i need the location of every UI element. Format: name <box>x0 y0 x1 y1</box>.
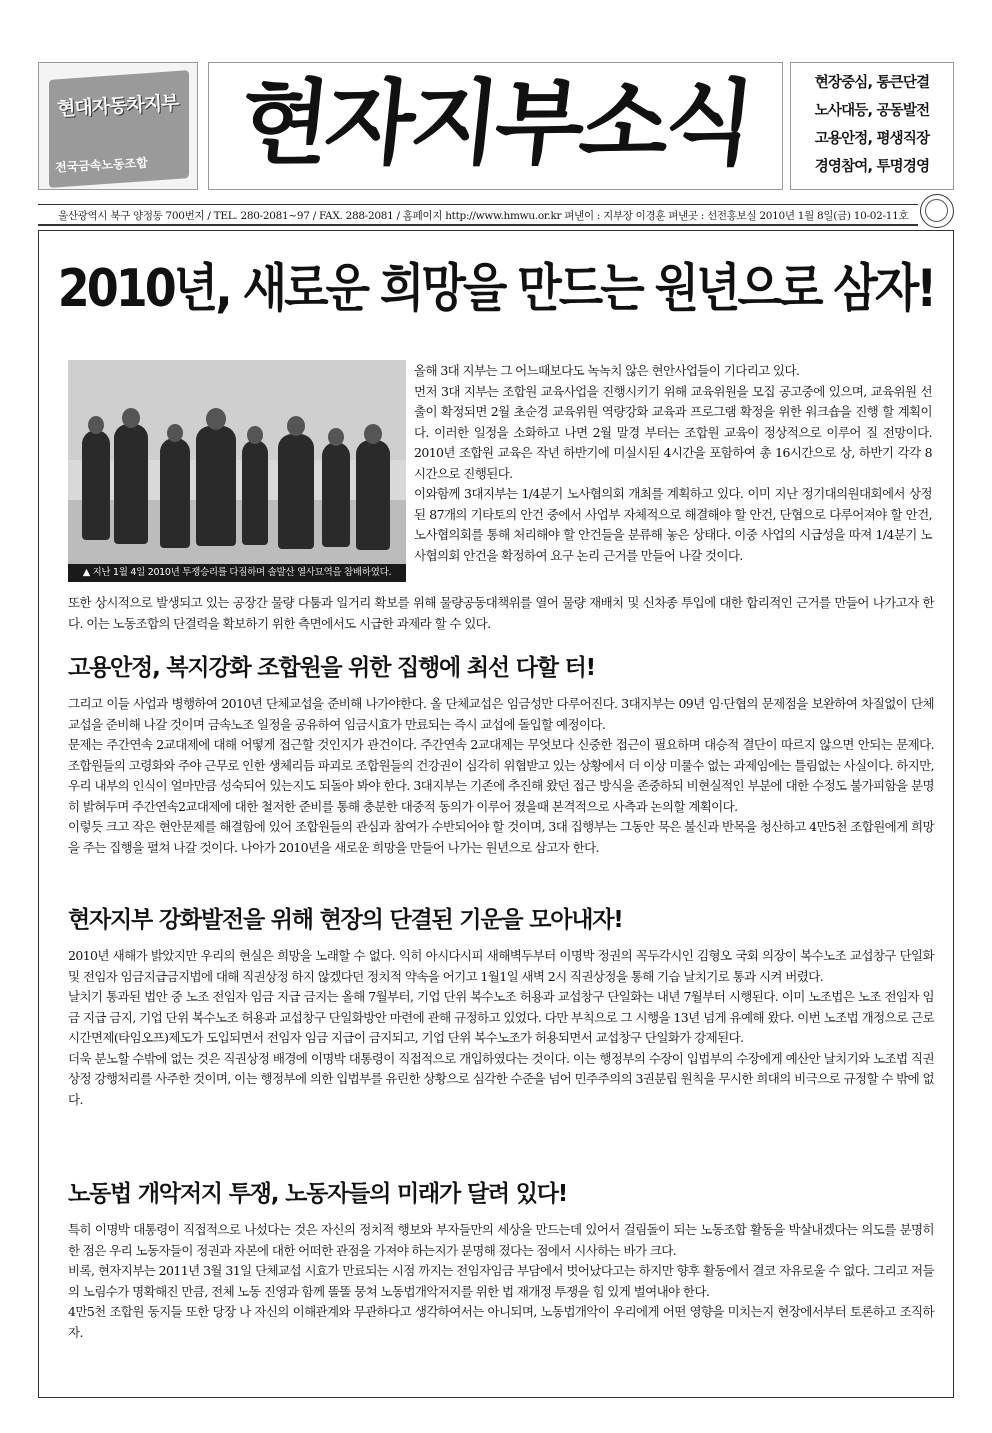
logo-text: 현대자동차지부 <box>56 92 180 121</box>
section-1-paragraph-2: 문제는 주간연속 2교대제에 대해 어떻게 접근할 것인지가 관건이다. 주간연속 2교대제는 무엇보다 신중한 접근이 필요하며 대승적 결단이 따르지 않으면 안되는 문제다. 조합원들의 고령화와 주야 근무로 인한 생체리듬 파괴로 조합원들의 건강권이 심각히 위협받고 있는 상황에서 더 이상 미룰수 없는 과제임에는 틀림없는 사실이다. 하지만, 우리 내부의 인식이 얼마만큼 성숙되어 있는지도 되돌아 봐야 한다. 3대지부는 기존에 추진해 왔던 접근 방식을 존중하되 비현실적인 부분에 대한 수정도 불가피함을 분명히 밝혀두며 주간연속2교대제에 대한 철저한 준비를 통해 충분한 대중적 동의가 이루어 졌을때 본격적으로 사측과 논의할 계획이다. <box>68 737 934 814</box>
intro-tail <box>68 593 934 634</box>
intro-paragraph-1: 올해 3대 지부는 그 어느때보다도 녹녹치 않은 현안사업들이 기다리고 있다. <box>414 363 800 378</box>
section-heading-3: 노동법 개악저지 투쟁, 노동자들의 미래가 달려 있다! <box>68 1181 568 1207</box>
section-body-3 <box>68 1220 934 1343</box>
slogan-box <box>790 62 954 190</box>
intro-paragraph-3: 이와함께 3대지부는 1/4분기 노사협의회 개최를 계획하고 있다. 이미 지난 정기대의원대회에서 상정된 87개의 기타토의 안건 중에서 사업부 자체적으로 해결해야 할 안건, 단협으로 다루어져야 할 안건, 노사협의회를 통해 처리해야 할 안건들을 분류해 놓은 상태다. 이중 사업의 시급성을 따져 1/4분기 노사협의회 안건을 확정하여 요구 논리 근거를 만들어 나갈 것이다. <box>414 486 932 563</box>
slogan-4: 경영참여, 투명경영 <box>814 159 930 175</box>
section-1-paragraph-1: 그리고 이들 사업과 병행하여 2010년 단체교섭을 준비해 나가야한다. 올 단체교섭은 임금성만 다루어진다. 3대지부는 09년 임·단협의 문제점을 보완하여 차질없이 단체교섭을 준비해 나갈 것이며 금속노조 일정을 공유하여 임금시효가 만료되는 즉시 교섭에 돌입할 예정이다. <box>68 696 934 732</box>
masthead-area <box>38 62 954 192</box>
section-3-paragraph-1: 특히 이명박 대통령이 직접적으로 나섰다는 것은 자신의 정치적 행보와 부자들만의 세상을 만드는데 있어서 걸림돌이 되는 노동조합 활동을 박살내겠다는 의도를 분명히 한 점은 우리 노동자들이 정권과 자본에 대한 어떠한 관점을 가져야 하는지가 분명해 졌다는 점에서 시사하는 바가 크다. <box>68 1222 934 1258</box>
masthead-box <box>208 62 783 190</box>
intro-paragraph-2: 먼저 3대 지부는 조합원 교육사업을 진행시키기 위해 교육위원을 모집 공고중에 있으며, 교육위원 선출이 확정되면 2월 초순경 교육위원 역량강화 교육과 프로그램 확정을 위한 워크숍을 진행 할 계획이다. 이러한 일정을 소화하고 나면 2월 말경 부터는 조합원 교육이 정상적으로 이루어 질 전망이다. 2010년 조합원 교육은 작년 하반기에 미실시된 4시간을 포함하여 총 16시간으로 상, 하반기 각각 8시간으로 진행된다. <box>414 383 932 481</box>
intro-tail-paragraph: 또한 상시적으로 발생되고 있는 공장간 물량 다툼과 일거리 확보를 위해 물량공동대책위를 열어 물량 재배치 및 신차종 투입에 대한 합리적인 근거를 만들어 나가고자 한다. 이는 노동조합의 단결력을 확보하기 위한 측면에서도 시급한 과제라 할 수 있다. <box>68 595 934 631</box>
seal-icon <box>920 194 954 228</box>
section-2-paragraph-2: 날치기 통과된 법안 중 노조 전임자 임금 지급 금지는 올해 7월부터, 기업 단위 복수노조 허용과 교섭창구 단일화는 내년 7월부터 시행된다. 이미 노조법은 노조 전임자 임금 지급 금지, 기업 단위 복수노조 허용과 교섭창구 단일화방안 마련에 관해 규정하고 있었다. 다만 부칙으로 그 시행을 13년 넘게 유예해 왔다. 이번 노조법 개정으로 근로시간면제(타임오프)제도가 도입되면서 전임자 임금 지급이 금지되고, 기업 단위 복수노조가 허용되면서 교섭창구 단일화가 강제된다. <box>68 989 934 1045</box>
section-3-paragraph-2: 비록, 현자지부는 2011년 3월 31일 단체교섭 시효가 만료되는 시점 까지는 전임자임금 부담에서 벗어났다고는 하지만 향후 활동에서 결코 자유로울 수 없다. 그리고 저들의 노림수가 명확해진 만큼, 전체 노동 진영과 함께 똘똘 뭉쳐 노동법개악저지를 위한 법 재개정 투쟁을 힘 있게 벌여내야 한다. <box>68 1263 934 1299</box>
publication-info: 울산광역시 북구 양정동 700번지 / TEL. 280-2081~97 / FAX. 288-2081 / 홈페이지 http://www.hmwu.or.kr 펴낸이 : 지부장 이경훈 펴낸곳 : 선전홍보실 2010년 1월 8일(금) 10-02-11호 <box>38 204 918 226</box>
news-photo <box>68 360 406 582</box>
section-heading-2: 현자지부 강화발전을 위해 현장의 단결된 기운을 모아내자! <box>68 907 623 933</box>
section-1-paragraph-3: 이렇듯 크고 작은 현안문제를 해결함에 있어 조합원들의 관심과 참여가 수반되어야 할 것이며, 3대 집행부는 그동안 묵은 불신과 반목을 청산하고 4만5천 조합원에게 희망을 주는 집행을 펼쳐 나갈 것이다. 나아가 2010년을 새로운 희망을 만들어 나가는 원년으로 삼고자 한다. <box>68 819 934 855</box>
union-logo <box>38 62 198 190</box>
section-2-paragraph-3: 더욱 분노할 수밖에 없는 것은 직권상정 배경에 이명박 대통령이 직접적으로 개입하였다는 것이다. 이는 행정부의 수장이 입법부의 수장에게 예산안 날치기와 노조법 직권상정 강행처리를 사주한 것이며, 이는 행정부에 의한 입법부를 유린한 상황으로 심각한 수준을 넘어 민주주의의 3권분립 원칙을 무시한 희대의 비극으로 규정할 수 밖에 없다. <box>68 1050 934 1107</box>
section-2-paragraph-1: 2010년 새해가 밝았지만 우리의 현실은 희망을 노래할 수 없다. 익히 아시다시피 새해벽두부터 이명박 정권의 꼭두각시인 김형오 국회 의장이 복수노조 교섭창구 단일화 및 전임자 임금지급금지법에 대해 직권상정 하지 않겠다던 정치적 약속을 어기고 1월1일 새벽 2시 직권상정을 통해 기습 날치기로 통과 시켜 버렸다. <box>68 948 934 984</box>
main-headline: 2010년, 새로운 희망을 만드는 원년으로 삼자! <box>57 257 935 319</box>
slogan-1: 현장중심, 통큰단결 <box>814 75 930 91</box>
slogan-2: 노사대등, 공동발전 <box>814 103 930 119</box>
intro-text <box>414 361 932 566</box>
section-heading-1: 고용안정, 복지강화 조합원을 위한 집행에 최선 다할 터! <box>68 655 595 681</box>
photo-caption: ▲ 지난 1월 4일 2010년 투쟁승리를 다짐하며 솔발산 열사묘역을 참배하였다. <box>68 564 406 582</box>
logo-subtext: 전국금속노동조합 <box>54 155 149 175</box>
section-body-2 <box>68 946 934 1110</box>
newsletter-title: 현자지부소식 <box>235 70 756 177</box>
section-body-1 <box>68 694 934 858</box>
section-3-paragraph-3: 4만5천 조합원 동지들 또한 당장 나 자신의 이해관계와 무관하다고 생각하여서는 아니되며, 노동법개악이 우리에게 어떤 영향을 미치는지 현장에서부터 토론하고 조직하자. <box>68 1304 934 1340</box>
slogan-3: 고용안정, 평생직장 <box>814 131 930 147</box>
